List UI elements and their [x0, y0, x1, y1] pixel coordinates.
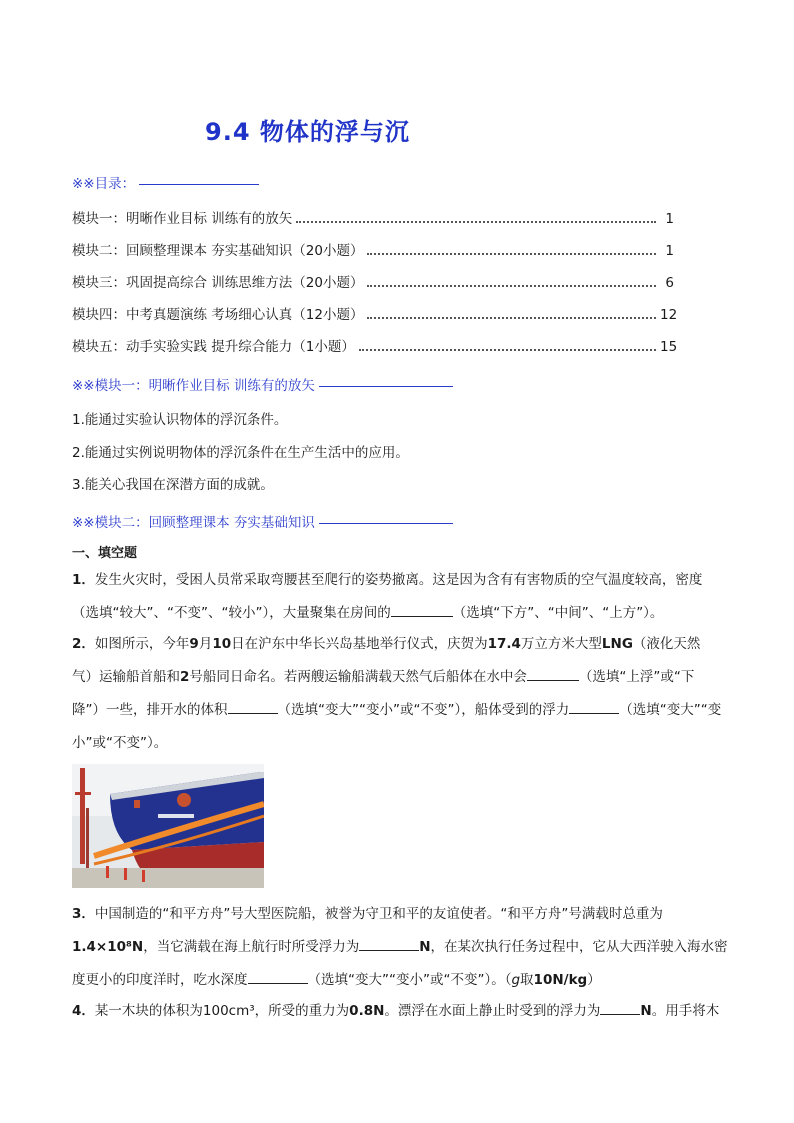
question-text: 如图所示，今年: [94, 636, 190, 652]
toc-item[interactable]: [72, 335, 678, 355]
question-number: 4．: [72, 1003, 95, 1019]
question-text: （选填“上浮”或“下: [578, 669, 695, 685]
question-text: 。用手将木: [651, 1003, 720, 1019]
answer-blank[interactable]: [569, 699, 619, 714]
module2-heading-text: ※※模块二：回顾整理课本 夯实基础知识: [72, 515, 315, 531]
question-text: 气）运输船首船和: [72, 669, 180, 685]
toc-item-page: 1: [665, 211, 674, 227]
question-text: 小”或“不变”）。: [72, 735, 168, 751]
section-title: 一、填空题: [72, 546, 138, 561]
goal-item: 2.能通过实例说明物体的浮沉条件在生产生活中的应用。: [72, 445, 409, 461]
question-text: N: [640, 1003, 652, 1019]
toc-leader-dots: [367, 252, 656, 255]
question-text: 。漂浮在水面上静止时受到的浮力为: [384, 1003, 601, 1019]
toc-item-label: 模块二：回顾整理课本 夯实基础知识（20小题）: [72, 243, 364, 259]
question-text: 万立方米大型: [520, 636, 602, 652]
question-text: 号船同日命名。若两艘运输船满载天然气后船体在水中会: [189, 669, 527, 685]
toc-item-page: 1: [665, 243, 674, 259]
toc-leader-dots: [296, 220, 656, 223]
toc-item-label: 模块五：动手实验实践 提升综合能力（1小题）: [72, 339, 355, 355]
question-text: 月: [198, 636, 213, 652]
question-text: 10N/kg: [533, 972, 588, 988]
question-text: ，在某次执行任务过程中，它从大西洋驶入海水密: [430, 939, 728, 955]
answer-blank[interactable]: [391, 602, 453, 617]
question-text: 10: [212, 636, 232, 652]
question-4: [72, 995, 724, 1028]
heading-rule: [139, 184, 259, 185]
toc-heading-text: ※※目录：: [72, 176, 136, 192]
toc-item-page: 6: [665, 275, 674, 291]
toc-item[interactable]: [72, 207, 674, 227]
answer-blank[interactable]: [228, 699, 278, 714]
question-text: （选填“变大”“变小”或“不变”），船体受到的浮力: [277, 702, 570, 718]
question-number: 3．: [72, 906, 95, 922]
question-text: 17.4: [487, 636, 521, 652]
heading-rule: [319, 386, 453, 387]
toc-leader-dots: [367, 284, 656, 287]
toc-item-page: 15: [660, 339, 678, 355]
toc-item[interactable]: [72, 271, 674, 291]
toc-item-label: 模块四：中考真题演练 考场细心认真（12小题）: [72, 307, 364, 323]
question-text: ，当它满载在海上航行时所受浮力为: [143, 939, 360, 955]
ship-illustration: [72, 764, 264, 888]
question-text: N: [419, 939, 431, 955]
question-text: 度更小的印度洋时，吃水深度: [72, 972, 248, 988]
toc-item[interactable]: [72, 303, 678, 323]
question-number: 1．: [72, 572, 95, 588]
question-number: 2．: [72, 636, 95, 652]
toc-item-label: 模块一：明晰作业目标 训练有的放矢: [72, 211, 293, 227]
goal-item: 3.能关心我国在深潜方面的成就。: [72, 477, 274, 493]
question-text: LNG: [601, 636, 633, 652]
answer-blank[interactable]: [600, 1000, 640, 1015]
question-3: [72, 898, 728, 997]
question-text: ）: [587, 972, 601, 988]
toc-heading: [72, 172, 259, 192]
question-text: 取: [520, 972, 534, 988]
question-text: 0.8N: [349, 1003, 385, 1019]
question-1: [72, 564, 724, 630]
question-2: [72, 628, 724, 760]
toc-item[interactable]: [72, 239, 674, 259]
question-text: 中国制造的“和平方舟”号大型医院船，被誉为守卫和平的友谊使者。“和平方舟”号满载时总重为: [94, 906, 663, 922]
lng-carrier-photo: [72, 764, 264, 888]
answer-blank[interactable]: [248, 969, 308, 984]
question-text: 1.4×10⁸N: [72, 939, 144, 955]
answer-blank[interactable]: [359, 936, 419, 951]
question-text: 100cm³: [202, 1003, 255, 1019]
module1-heading-text: ※※模块一：明晰作业目标 训练有的放矢: [72, 378, 315, 394]
heading-rule: [319, 523, 453, 524]
question-text: 降”）一些，排开水的体积: [72, 702, 228, 718]
question-text: 发生火灾时，受困人员常采取弯腰甚至爬行的姿势撤离。这是因为含有有害物质的空气温度较高，密度: [94, 572, 703, 588]
module1-heading: [72, 374, 453, 394]
question-text: 9: [189, 636, 199, 652]
goal-item: 1.能通过实验认识物体的浮沉条件。: [72, 412, 288, 428]
toc-leader-dots: [367, 316, 656, 319]
question-text: （选填“较大”、“不变”、“较小”），大量聚集在房间的: [72, 605, 391, 621]
toc-item-label: 模块三：巩固提高综合 训练思维方法（20小题）: [72, 275, 364, 291]
page-title: 9.4 物体的浮与沉: [205, 118, 410, 146]
toc-item-page: 12: [660, 307, 678, 323]
toc-leader-dots: [359, 348, 656, 351]
question-text: 日在沪东中华长兴岛基地举行仪式，庆贺为: [231, 636, 488, 652]
question-text: 2: [180, 669, 190, 685]
question-text: 某一木块的体积为: [94, 1003, 203, 1019]
answer-blank[interactable]: [527, 666, 579, 681]
question-text: （选填“变大”“变: [619, 702, 722, 718]
question-text: （液化天然: [632, 636, 701, 652]
question-text: （选填“变大”“变小”或“不变”）。（: [307, 972, 512, 988]
module2-heading: [72, 511, 453, 531]
question-text: （选填“下方”、“中间”、“上方”）。: [452, 605, 664, 621]
question-text: ，所受的重力为: [254, 1003, 350, 1019]
question-text: g: [511, 972, 521, 988]
